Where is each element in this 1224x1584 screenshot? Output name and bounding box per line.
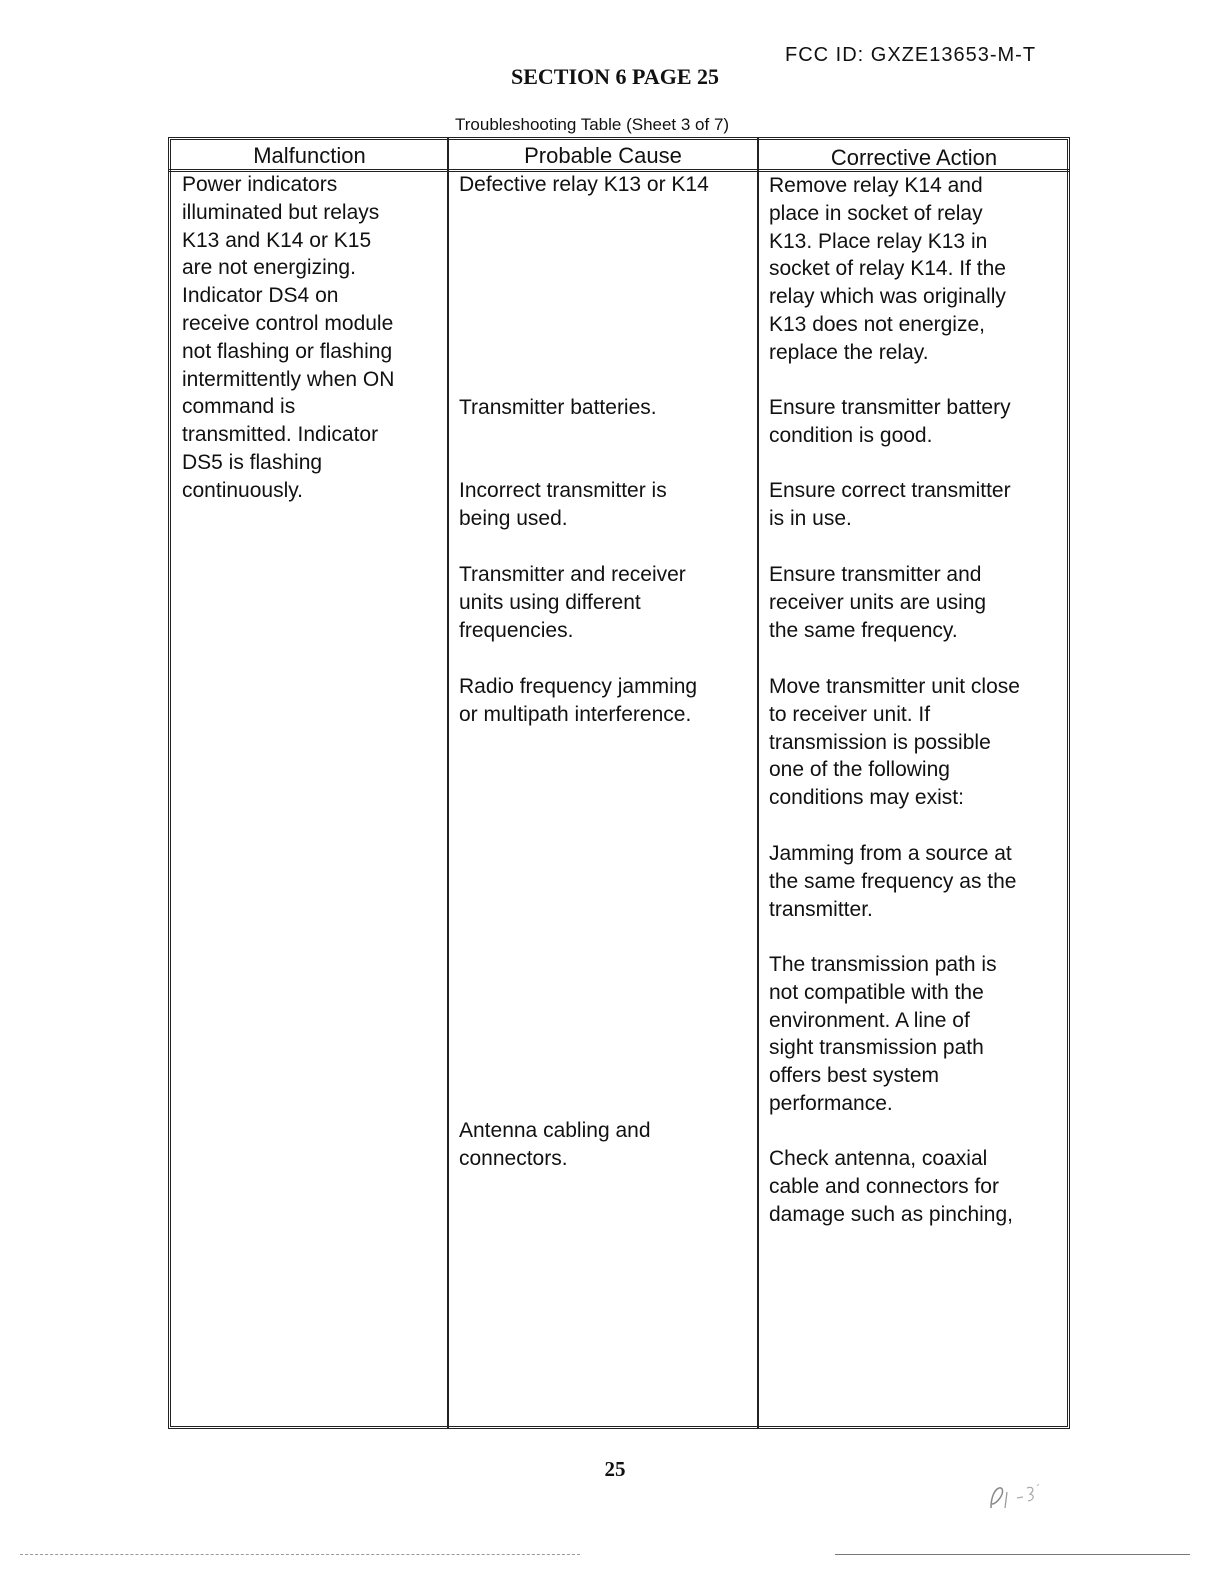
column-divider [757,137,759,1429]
cause-cell: Antenna cabling and connectors. [459,1119,651,1170]
bottom-rule [20,1554,580,1555]
action-cell: Jamming from a source at the same frequency as the transmitter. [769,842,1017,921]
cause-cell: Transmitter and receiver units using different frequencies. [459,563,686,642]
section-title: SECTION 6 PAGE 25 [510,64,719,89]
malfunction-cell: Power indicators illuminated but relays K13 and K14 or K15 are not energizing. Indicator DS4 on receive control module not flashing or flashing intermittently when ON command is transmitted. Indicator DS5 is flashing continuously. [182,173,395,502]
handwritten-initials [985,1478,1055,1518]
fcc-id: FCC ID: GXZE13653-M-T [785,44,1037,66]
column-header-probable-cause: Probable Cause [524,143,682,168]
cause-cell: Radio frequency jamming or multipath interference. [459,675,698,726]
action-cell: The transmission path is not compatible with the environment. A line of sight transmission path offers best system performance. [769,953,997,1115]
action-cell: Ensure transmitter battery condition is good. [769,396,1011,447]
page-number: 25 [604,1457,626,1481]
column-header-corrective-action: Corrective Action [830,145,998,170]
action-cell: Check antenna, coaxial cable and connectors for damage such as pinching, [769,1147,1013,1226]
action-cell: Ensure correct transmitter is in use. [769,479,1011,530]
bottom-rule [835,1554,1190,1555]
cause-cell: Incorrect transmitter is being used. [459,479,667,530]
cause-cell: Defective relay K13 or K14 [459,173,709,196]
action-cell: Ensure transmitter and receiver units are using the same frequency. [769,563,987,642]
action-cell: Remove relay K14 and place in socket of relay K13. Place relay K13 in socket of relay K14. If the relay which was originally K13 does not energize, replace the relay. [769,174,1006,364]
cause-cell: Transmitter batteries. [459,396,657,419]
table-caption: Troubleshooting Table (Sheet 3 of 7) [455,115,730,134]
action-cell: Move transmitter unit close to receiver unit. If transmission is possible one of the following conditions may exist: [769,675,1020,810]
column-header-malfunction: Malfunction [253,143,366,168]
column-divider [447,137,449,1429]
